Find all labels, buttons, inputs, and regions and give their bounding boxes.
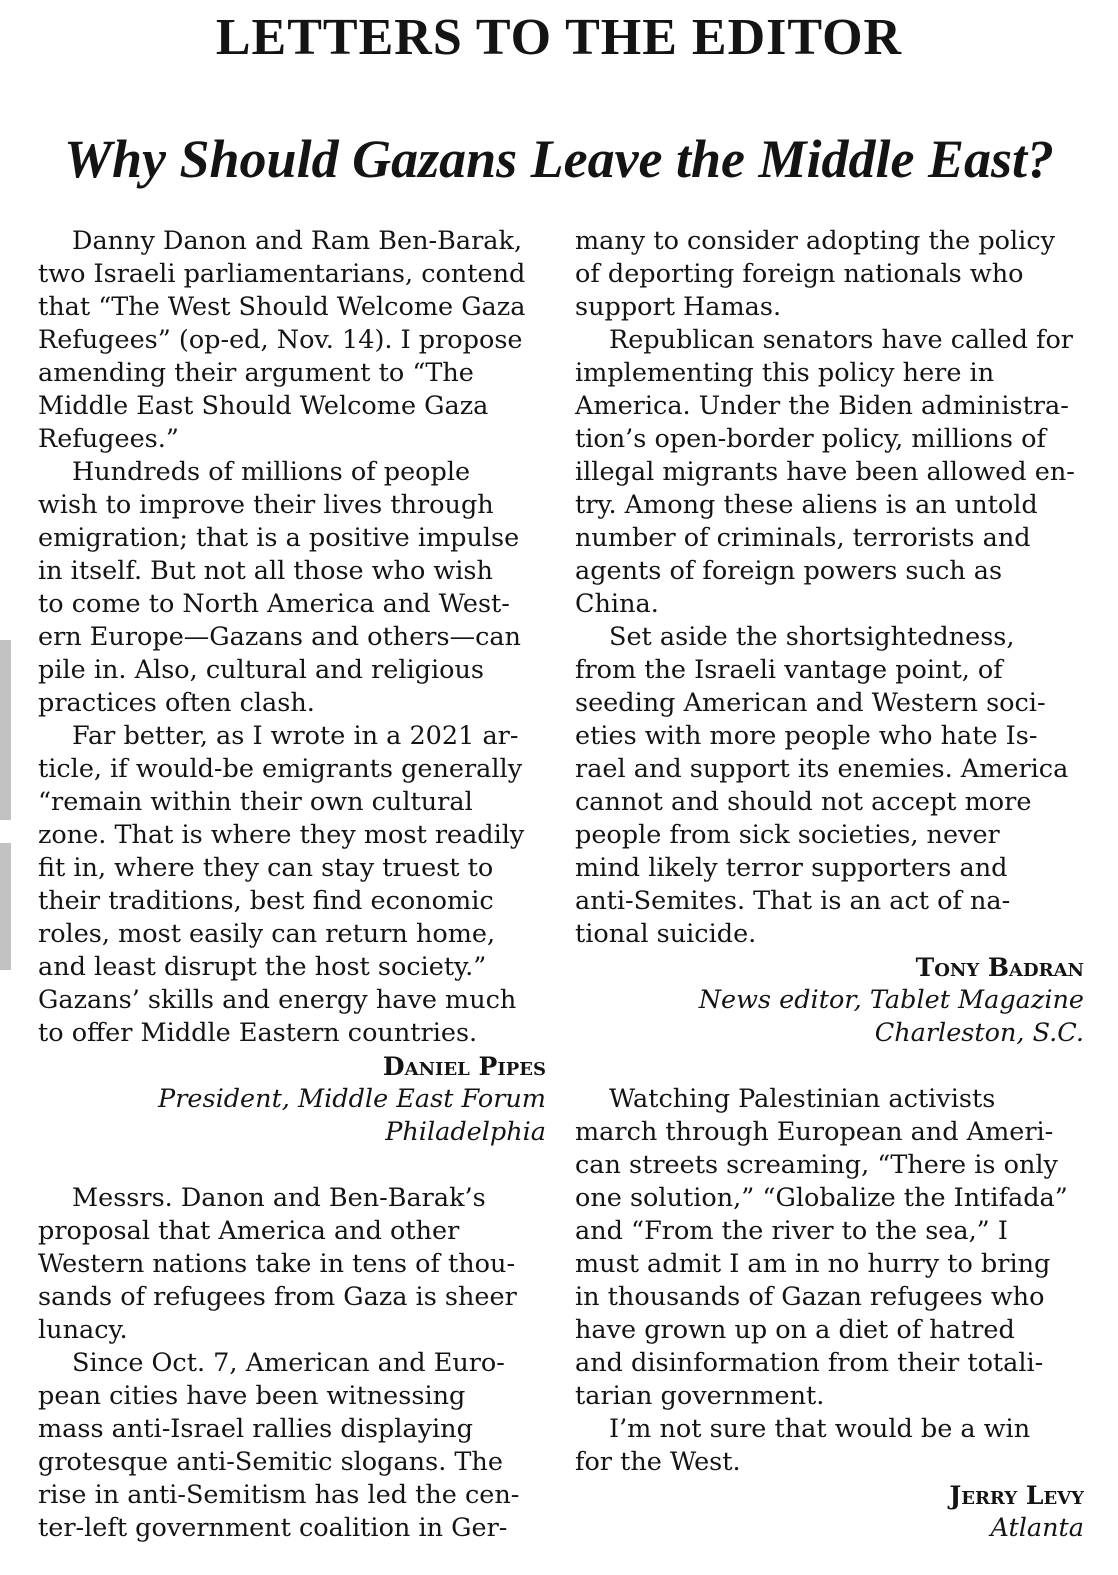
text-line: to offer Middle Eastern countries. xyxy=(38,1018,478,1048)
signature-name: Daniel Pipes xyxy=(382,1052,546,1081)
text-line: tarian government. xyxy=(575,1381,825,1411)
text-line: seeding American and Western soci- xyxy=(575,688,1046,718)
text-line: Danny Danon and Ram Ben-Barak, xyxy=(72,226,523,256)
text-line: pean cities have been witnessing xyxy=(38,1381,466,1411)
text-line: for the West. xyxy=(575,1447,741,1477)
text-line: China. xyxy=(575,589,659,619)
text-line: grotesque anti-Semitic slogans. The xyxy=(38,1447,503,1477)
text-line: one solution,” “Globalize the Intifada” xyxy=(575,1183,1068,1213)
text-line: zone. That is where they most readily xyxy=(38,820,525,850)
signature-name: Tony Badran xyxy=(915,953,1084,982)
signature-place: Philadelphia xyxy=(385,1117,546,1147)
text-line: ern Europe—Gazans and others—can xyxy=(38,622,521,652)
text-line: practices often clash. xyxy=(38,688,315,718)
letters-headline: Why Should Gazans Leave the Middle East? xyxy=(63,129,1055,189)
page-edge-mark-lower xyxy=(0,843,11,970)
text-line: ter-left government coalition in Ger- xyxy=(38,1513,508,1543)
text-line: can streets screaming, “There is only xyxy=(575,1150,1058,1180)
text-line: Hundreds of millions of people xyxy=(72,457,471,487)
text-line: eties with more people who hate Is- xyxy=(575,721,1038,751)
signature-title: President, Middle East Forum xyxy=(158,1084,546,1114)
text-line: roles, most easily can return home, xyxy=(38,919,496,949)
text-line: illegal migrants have been allowed en- xyxy=(575,457,1075,487)
text-line: must admit I am in no hurry to bring xyxy=(575,1249,1051,1279)
text-line: Set aside the shortsightedness, xyxy=(609,622,1015,652)
signature-name: Jerry Levy xyxy=(949,1481,1084,1510)
text-line: agents of foreign powers such as xyxy=(575,556,1003,586)
text-line: wish to improve their lives through xyxy=(38,490,494,520)
text-line: mind likely terror supporters and xyxy=(575,853,1008,883)
text-line: have grown up on a diet of hatred xyxy=(575,1315,1015,1345)
text-line: from the Israeli vantage point, of xyxy=(575,655,1003,685)
text-line: rise in anti-Semitism has led the cen- xyxy=(38,1480,520,1510)
text-line: in itself. But not all those who wish xyxy=(38,556,493,586)
text-line: many to consider adopting the policy xyxy=(575,226,1056,256)
text-line: Refugees” (op-ed, Nov. 14). I propose xyxy=(38,325,523,355)
page-edge-mark-upper xyxy=(0,640,11,820)
text-line: Since Oct. 7, American and Euro- xyxy=(72,1348,505,1378)
text-line: lunacy. xyxy=(38,1315,128,1345)
signature-place: Charleston, S.C. xyxy=(874,1018,1084,1048)
text-line: Western nations take in tens of thou- xyxy=(38,1249,516,1279)
text-line: emigration; that is a positive impulse xyxy=(38,523,520,553)
text-line: that “The West Should Welcome Gaza xyxy=(38,292,526,322)
text-line: try. Among these aliens is an untold xyxy=(575,490,1038,520)
text-line: sands of refugees from Gaza is sheer xyxy=(38,1282,517,1312)
text-line: tion’s open-border policy, millions of xyxy=(575,424,1046,454)
text-line: Republican senators have called for xyxy=(609,325,1073,355)
text-line: pile in. Also, cultural and religious xyxy=(38,655,485,685)
text-line: their traditions, best find economic xyxy=(38,886,494,916)
text-line: tional suicide. xyxy=(575,919,757,949)
text-line: fit in, where they can stay truest to xyxy=(38,853,494,883)
signature-place: Atlanta xyxy=(990,1513,1084,1543)
text-line: support Hamas. xyxy=(575,292,782,322)
text-line: mass anti-Israel rallies displaying xyxy=(38,1414,473,1444)
text-line: amending their argument to “The xyxy=(38,358,474,388)
text-line: cannot and should not accept more xyxy=(575,787,1032,817)
text-line: and disinformation from their totali- xyxy=(575,1348,1044,1378)
text-line: to come to North America and West- xyxy=(38,589,510,619)
text-line: ticle, if would-be emigrants generally xyxy=(38,754,523,784)
text-line: Messrs. Danon and Ben-Barak’s xyxy=(72,1183,486,1213)
text-line: I’m not sure that would be a win xyxy=(609,1414,1031,1444)
text-line: and “From the river to the sea,” I xyxy=(575,1216,1008,1246)
text-line: number of criminals, terrorists and xyxy=(575,523,1031,553)
text-line: of deporting foreign nationals who xyxy=(575,259,1024,289)
text-line: Refugees.” xyxy=(38,424,179,454)
text-line: two Israeli parliamentarians, contend xyxy=(38,259,526,289)
text-line: America. Under the Biden administra- xyxy=(575,391,1069,421)
text-line: proposal that America and other xyxy=(38,1216,460,1246)
text-line: Far better, as I wrote in a 2021 ar- xyxy=(72,721,519,751)
text-line: implementing this policy here in xyxy=(575,358,995,388)
signature-title: News editor, Tablet Magazine xyxy=(698,985,1084,1015)
section-masthead: LETTERS TO THE EDITOR xyxy=(215,9,903,66)
text-line: people from sick societies, never xyxy=(575,820,1000,850)
text-line: anti-Semites. That is an act of na- xyxy=(575,886,1011,916)
text-line: in thousands of Gazan refugees who xyxy=(575,1282,1045,1312)
text-line: Middle East Should Welcome Gaza xyxy=(38,391,489,421)
text-line: “remain within their own cultural xyxy=(38,787,473,817)
text-line: Gazans’ skills and energy have much xyxy=(38,985,517,1015)
text-line: Watching Palestinian activists xyxy=(609,1084,996,1114)
text-line: rael and support its enemies. America xyxy=(575,754,1069,784)
text-line: and least disrupt the host society.” xyxy=(38,952,487,982)
text-line: march through European and Ameri- xyxy=(575,1117,1054,1147)
